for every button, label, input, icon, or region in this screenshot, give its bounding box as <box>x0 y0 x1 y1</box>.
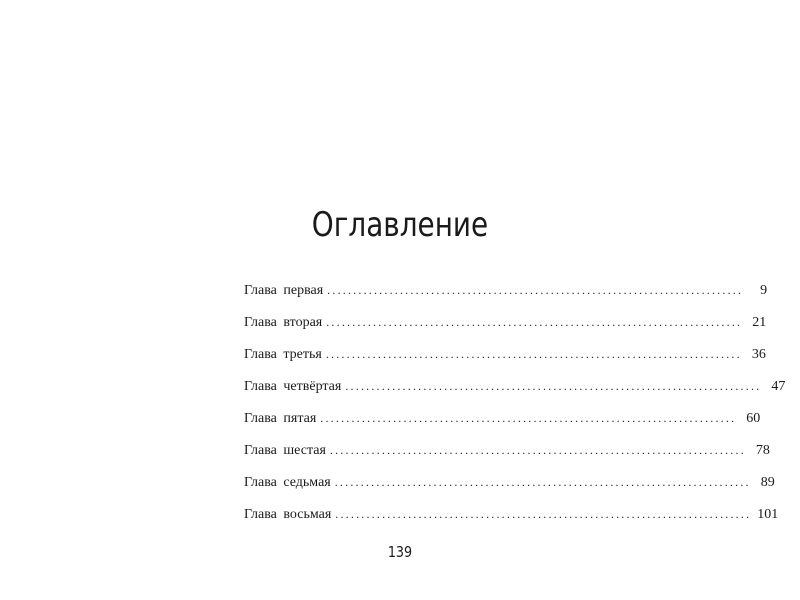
toc-entry-label: Глава третья <box>244 347 322 362</box>
toc-leader-dots: ................................................................................ <box>345 379 762 393</box>
toc-entry-page: 60 <box>746 411 761 426</box>
toc-entry <box>244 504 779 536</box>
toc-entry-page: 89 <box>760 475 775 490</box>
toc-leader-dots: ................................................................................ <box>325 347 742 361</box>
toc-entry-page: 101 <box>757 507 779 522</box>
toc-leader-dots: ................................................................................ <box>334 475 751 489</box>
table-of-contents <box>244 280 786 536</box>
toc-entry-page: 36 <box>751 347 766 362</box>
toc-entry-label: Глава первая <box>244 283 324 298</box>
toc-leader-dots: ................................................................................ <box>320 411 737 425</box>
toc-entry-page: 21 <box>752 315 767 330</box>
toc-entry <box>244 472 775 504</box>
toc-entry-page: 78 <box>755 443 770 458</box>
toc-leader-dots: ................................................................................ <box>326 315 743 329</box>
toc-entry-label: Глава пятая <box>244 411 317 426</box>
toc-entry <box>244 312 767 344</box>
toc-leader-dots: ................................................................................ <box>329 443 746 457</box>
toc-entry-page: 47 <box>771 379 786 394</box>
toc-leader-dots: ................................................................................ <box>335 507 752 521</box>
toc-entry-label: Глава восьмая <box>244 507 332 522</box>
toc-entry-label: Глава четвёртая <box>244 379 342 394</box>
page-number: 139 <box>387 543 413 561</box>
page-title: Оглавление <box>311 205 489 245</box>
toc-entry-label: Глава шестая <box>244 443 326 458</box>
toc-entry <box>244 408 761 440</box>
toc-entry <box>244 344 766 376</box>
toc-entry <box>244 376 786 408</box>
toc-entry-label: Глава вторая <box>244 315 323 330</box>
toc-entry <box>244 280 768 312</box>
toc-leader-dots: ................................................................................ <box>327 283 744 297</box>
toc-entry-label: Глава седьмая <box>244 475 331 490</box>
toc-entry <box>244 440 770 472</box>
toc-entry-page: 9 <box>760 283 768 298</box>
